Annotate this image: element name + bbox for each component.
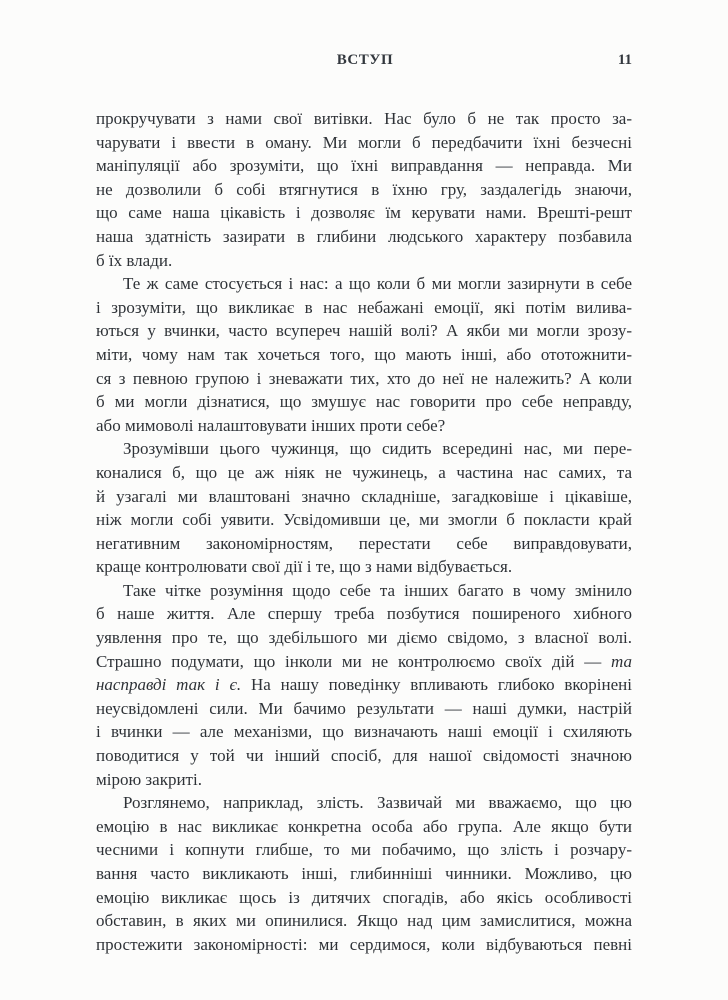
text-segment: б ми могли дізнатися, що змушує нас говорити про себе неправду, — [96, 392, 632, 412]
text-segment: ються у вчинки, часто всупереч нашій волі? А якби ми могли зрозу- — [96, 321, 632, 341]
page-header — [96, 52, 634, 74]
text-line — [96, 815, 632, 839]
text-segment: б наше життя. Але спершу треба позбутися поширеного хибного — [96, 604, 632, 624]
text-segment: поводитися у той чи інший спосіб, для нашої свідомості значною — [96, 746, 632, 766]
text-segment: і зрозуміти, що викликає в нас небажані емоції, які потім вилива- — [96, 297, 632, 317]
text-line — [96, 225, 632, 249]
text-line — [96, 390, 632, 414]
text-line — [96, 272, 632, 296]
text-line — [96, 532, 632, 556]
text-line — [96, 673, 632, 697]
text-line — [96, 768, 632, 792]
text-line — [96, 461, 632, 485]
text-line — [96, 154, 632, 178]
text-line — [96, 367, 632, 391]
text-line — [96, 319, 632, 343]
text-line — [96, 107, 632, 131]
text-segment: чесними і копнути глибше, то ми побачимо, що злість і розчару- — [96, 840, 632, 860]
text-line — [96, 697, 632, 721]
text-segment: краще контролювати свої дії і те, що з нами відбувається. — [96, 557, 513, 577]
paragraph — [96, 791, 632, 956]
text-line — [96, 131, 632, 155]
text-line — [96, 720, 632, 744]
text-line — [96, 744, 632, 768]
text-line — [96, 201, 632, 225]
text-line — [96, 579, 632, 603]
paragraph — [96, 272, 632, 437]
text-segment: На нашу поведінку впливають глибоко вкорінені — [241, 675, 632, 695]
text-segment: вання часто викликають інші, глибинніші чинники. Можливо, цю — [96, 864, 632, 883]
text-line — [96, 437, 632, 461]
text-segment: простежити закономірності: ми сердимося, коли відбуваються певні — [96, 934, 632, 954]
chapter-title: ВСТУП — [336, 52, 394, 68]
text-line — [96, 626, 632, 650]
text-segment: емоцію викликає щось із дитячих спогадів, або якісь особливості — [96, 887, 632, 907]
text-segment: Розглянемо, наприклад, злість. Зазвичай ми вважаємо, що цю — [123, 793, 632, 813]
text-segment: що саме наша цікавість і дозволяє їм керувати нами. Врешті-решт — [96, 203, 632, 223]
text-line — [96, 296, 632, 320]
text-line — [96, 555, 632, 579]
text-line — [96, 602, 632, 626]
text-segment: ніж могли собі уявити. Усвідомивши це, ми змогли б покласти край — [96, 510, 632, 530]
italic-text: насправді так і є. — [96, 675, 242, 695]
text-line — [96, 909, 632, 933]
text-line — [96, 249, 632, 273]
text-segment: прокручувати з нами свої витівки. Нас було б не так просто за- — [96, 109, 632, 128]
text-segment: обставин, в яких ми опинилися. Якщо над цим замислитися, можна — [96, 911, 632, 931]
text-line — [96, 838, 632, 862]
text-segment: Те ж саме стосується і нас: а що коли б ми могли зазирнути в себе — [123, 274, 632, 294]
page-number: 11 — [617, 52, 632, 68]
text-segment: неусвідомлені сили. Ми бачимо результати — наші думки, настрій — [96, 698, 632, 718]
italic-text: та — [611, 651, 632, 671]
text-line — [96, 178, 632, 202]
text-segment: і вчинки — але механізми, що визначають наші емоції і схиляють — [96, 722, 632, 742]
text-segment: маніпуляції або зрозуміти, що їхні виправдання — неправда. Ми — [96, 156, 632, 176]
text-segment: або мимоволі налаштовувати інших проти себе? — [96, 415, 446, 435]
text-segment: б їх влади. — [96, 250, 173, 270]
text-segment: уявлення про те, що здебільшого ми діємо свідомо, з власної волі. — [96, 628, 632, 648]
text-line — [96, 414, 632, 438]
text-segment: ся з певною групою і зневажати тих, хто до неї не належить? А коли — [96, 368, 632, 388]
text-segment: мірою закриті. — [96, 769, 202, 789]
text-line — [96, 485, 632, 509]
paragraph — [96, 437, 632, 579]
paragraph — [96, 579, 632, 791]
text-line — [96, 791, 632, 815]
text-line — [96, 343, 632, 367]
text-segment: емоцію в нас викликає конкретна особа або група. Але якщо бути — [96, 816, 632, 836]
text-segment: не дозволили б собі втягнутися в їхню гру, заздалегідь знаючи, — [96, 179, 632, 199]
text-segment: коналися б, що це аж ніяк не чужинець, а частина нас самих, та — [96, 462, 632, 482]
text-segment: Таке чітке розуміння щодо себе та інших багато в чому змінило — [123, 580, 632, 600]
text-line — [96, 508, 632, 532]
text-segment: й узагалі ми влаштовані значно складніше, загадковіше і цікавіше, — [96, 486, 632, 506]
text-block — [96, 107, 632, 956]
text-segment: негативним закономірностям, перестати себе виправдовувати, — [96, 533, 632, 553]
text-line — [96, 862, 632, 886]
text-line — [96, 650, 632, 674]
text-line — [96, 886, 632, 910]
text-line — [96, 933, 632, 957]
text-segment: Зрозумівши цього чужинця, що сидить всередині нас, ми пере- — [123, 439, 632, 459]
text-segment: Страшно подумати, що інколи ми не контролюємо своїх дій — — [96, 651, 612, 671]
text-segment: чарувати і ввести в оману. Ми могли б передбачити їхні безчесні — [96, 132, 632, 152]
paragraph — [96, 107, 632, 272]
text-segment: наша здатність зазирати в глибини людського характеру позбавила — [96, 226, 632, 246]
text-segment: міти, чому нам так хочеться того, що мають інші, або ототожнити- — [96, 344, 632, 364]
